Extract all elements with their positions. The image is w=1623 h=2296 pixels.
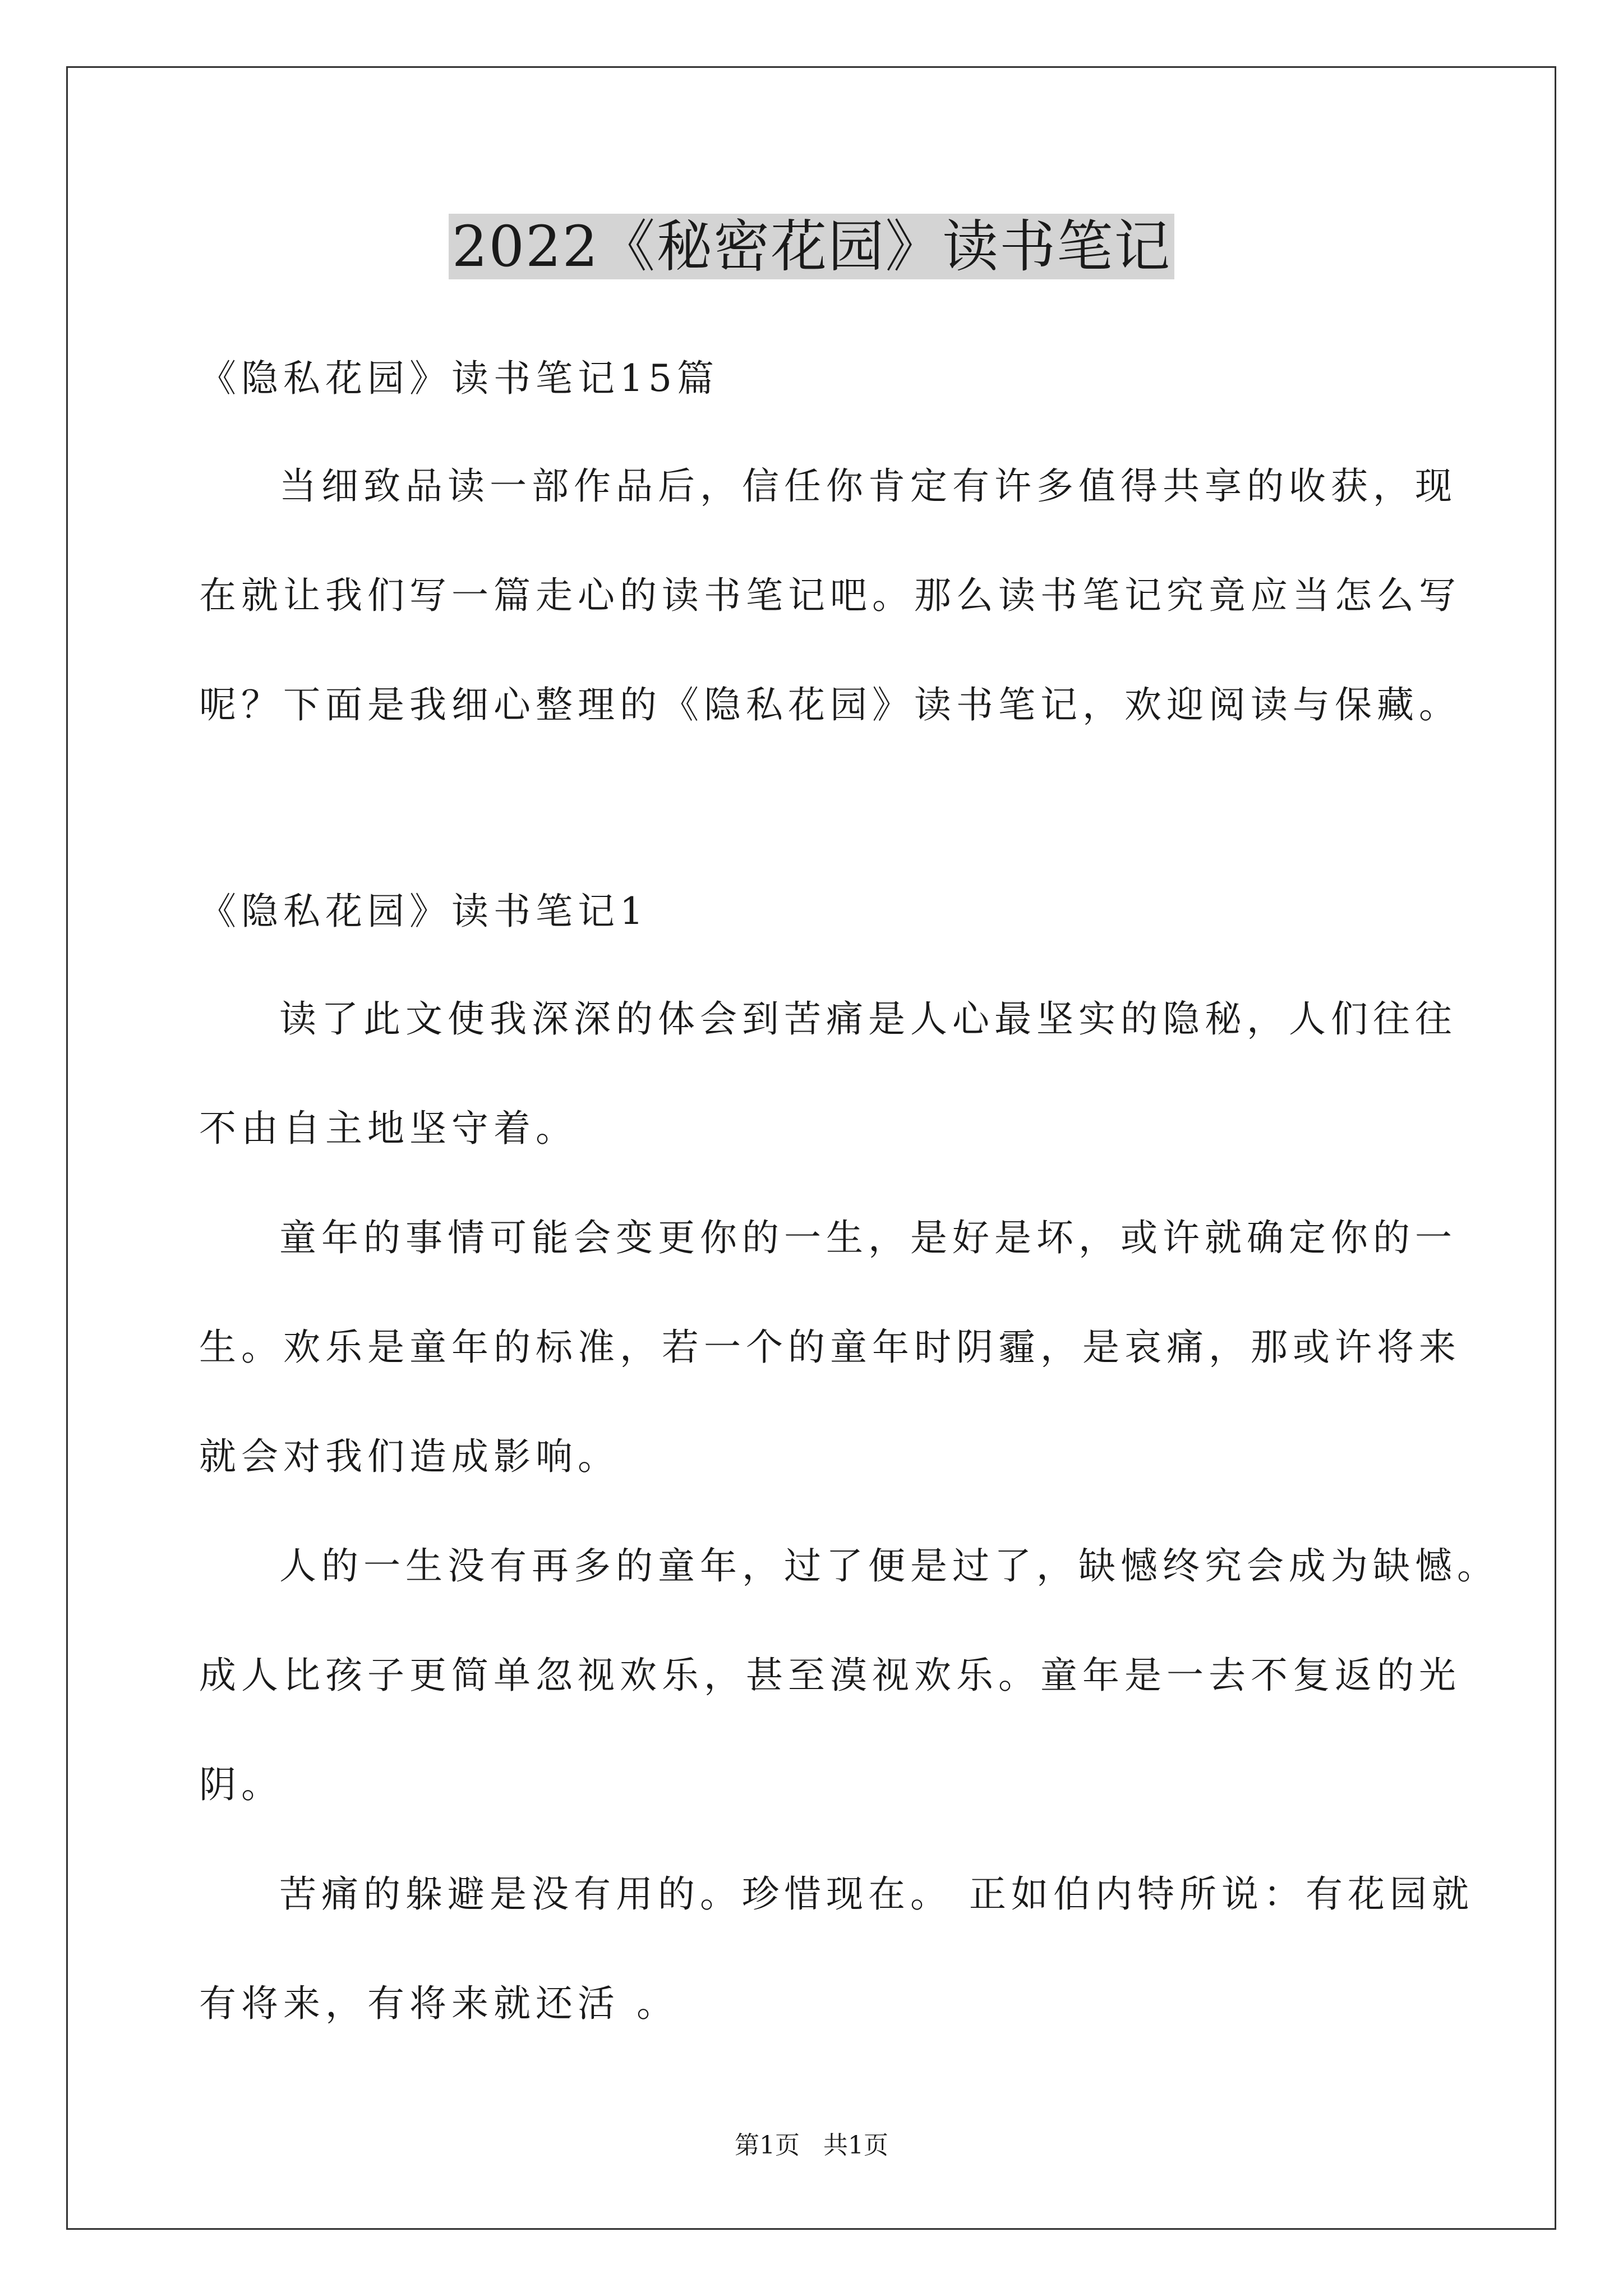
body-line-7: 成人比孩子更简单忽视欢乐，甚至漠视欢乐。童年是一去不复返的光 [199,1654,1461,1697]
intro-line-2: 在就让我们写一篇走心的读书笔记吧。那么读书笔记究竟应当怎么写 [199,574,1461,617]
body-line-8: 阴。 [199,1763,283,1806]
body-line-4: 生。欢乐是童年的标准，若一个的童年时阴霾，是哀痛，那或许将来 [199,1326,1461,1369]
document-title-text: 2022《秘密花园》读书笔记 [449,214,1175,279]
section-heading: 《隐私花园》读书笔记1 [199,890,648,933]
document-title [0,208,1623,286]
body-line-6: 人的一生没有再多的童年，过了便是过了，缺憾终究会成为缺憾。 [279,1544,1499,1588]
body-line-5: 就会对我们造成影响。 [199,1435,620,1478]
body-line-3: 童年的事情可能会变更你的一生，是好是坏，或许就确定你的一 [279,1216,1457,1259]
body-line-1: 读了此文使我深深的体会到苦痛是人心最坚实的隐秘，人们往往 [279,997,1457,1041]
intro-line-3: 呢？下面是我细心整理的《隐私花园》读书笔记，欢迎阅读与保藏。 [199,683,1461,726]
intro-line-1: 当细致品读一部作品后，信任你肯定有许多值得共享的收获，现 [279,464,1457,508]
page-footer: 第1页 共1页 [735,2131,888,2160]
body-line-10: 有将来，有将来就还活 。 [199,1982,679,2025]
body-line-2: 不由自主地坚守着。 [199,1107,578,1150]
body-line-9: 苦痛的躲避是没有用的。珍惜现在。 正如伯内特所说：有花园就 [279,1872,1474,1916]
subtitle: 《隐私花园》读书笔记15篇 [199,357,719,400]
